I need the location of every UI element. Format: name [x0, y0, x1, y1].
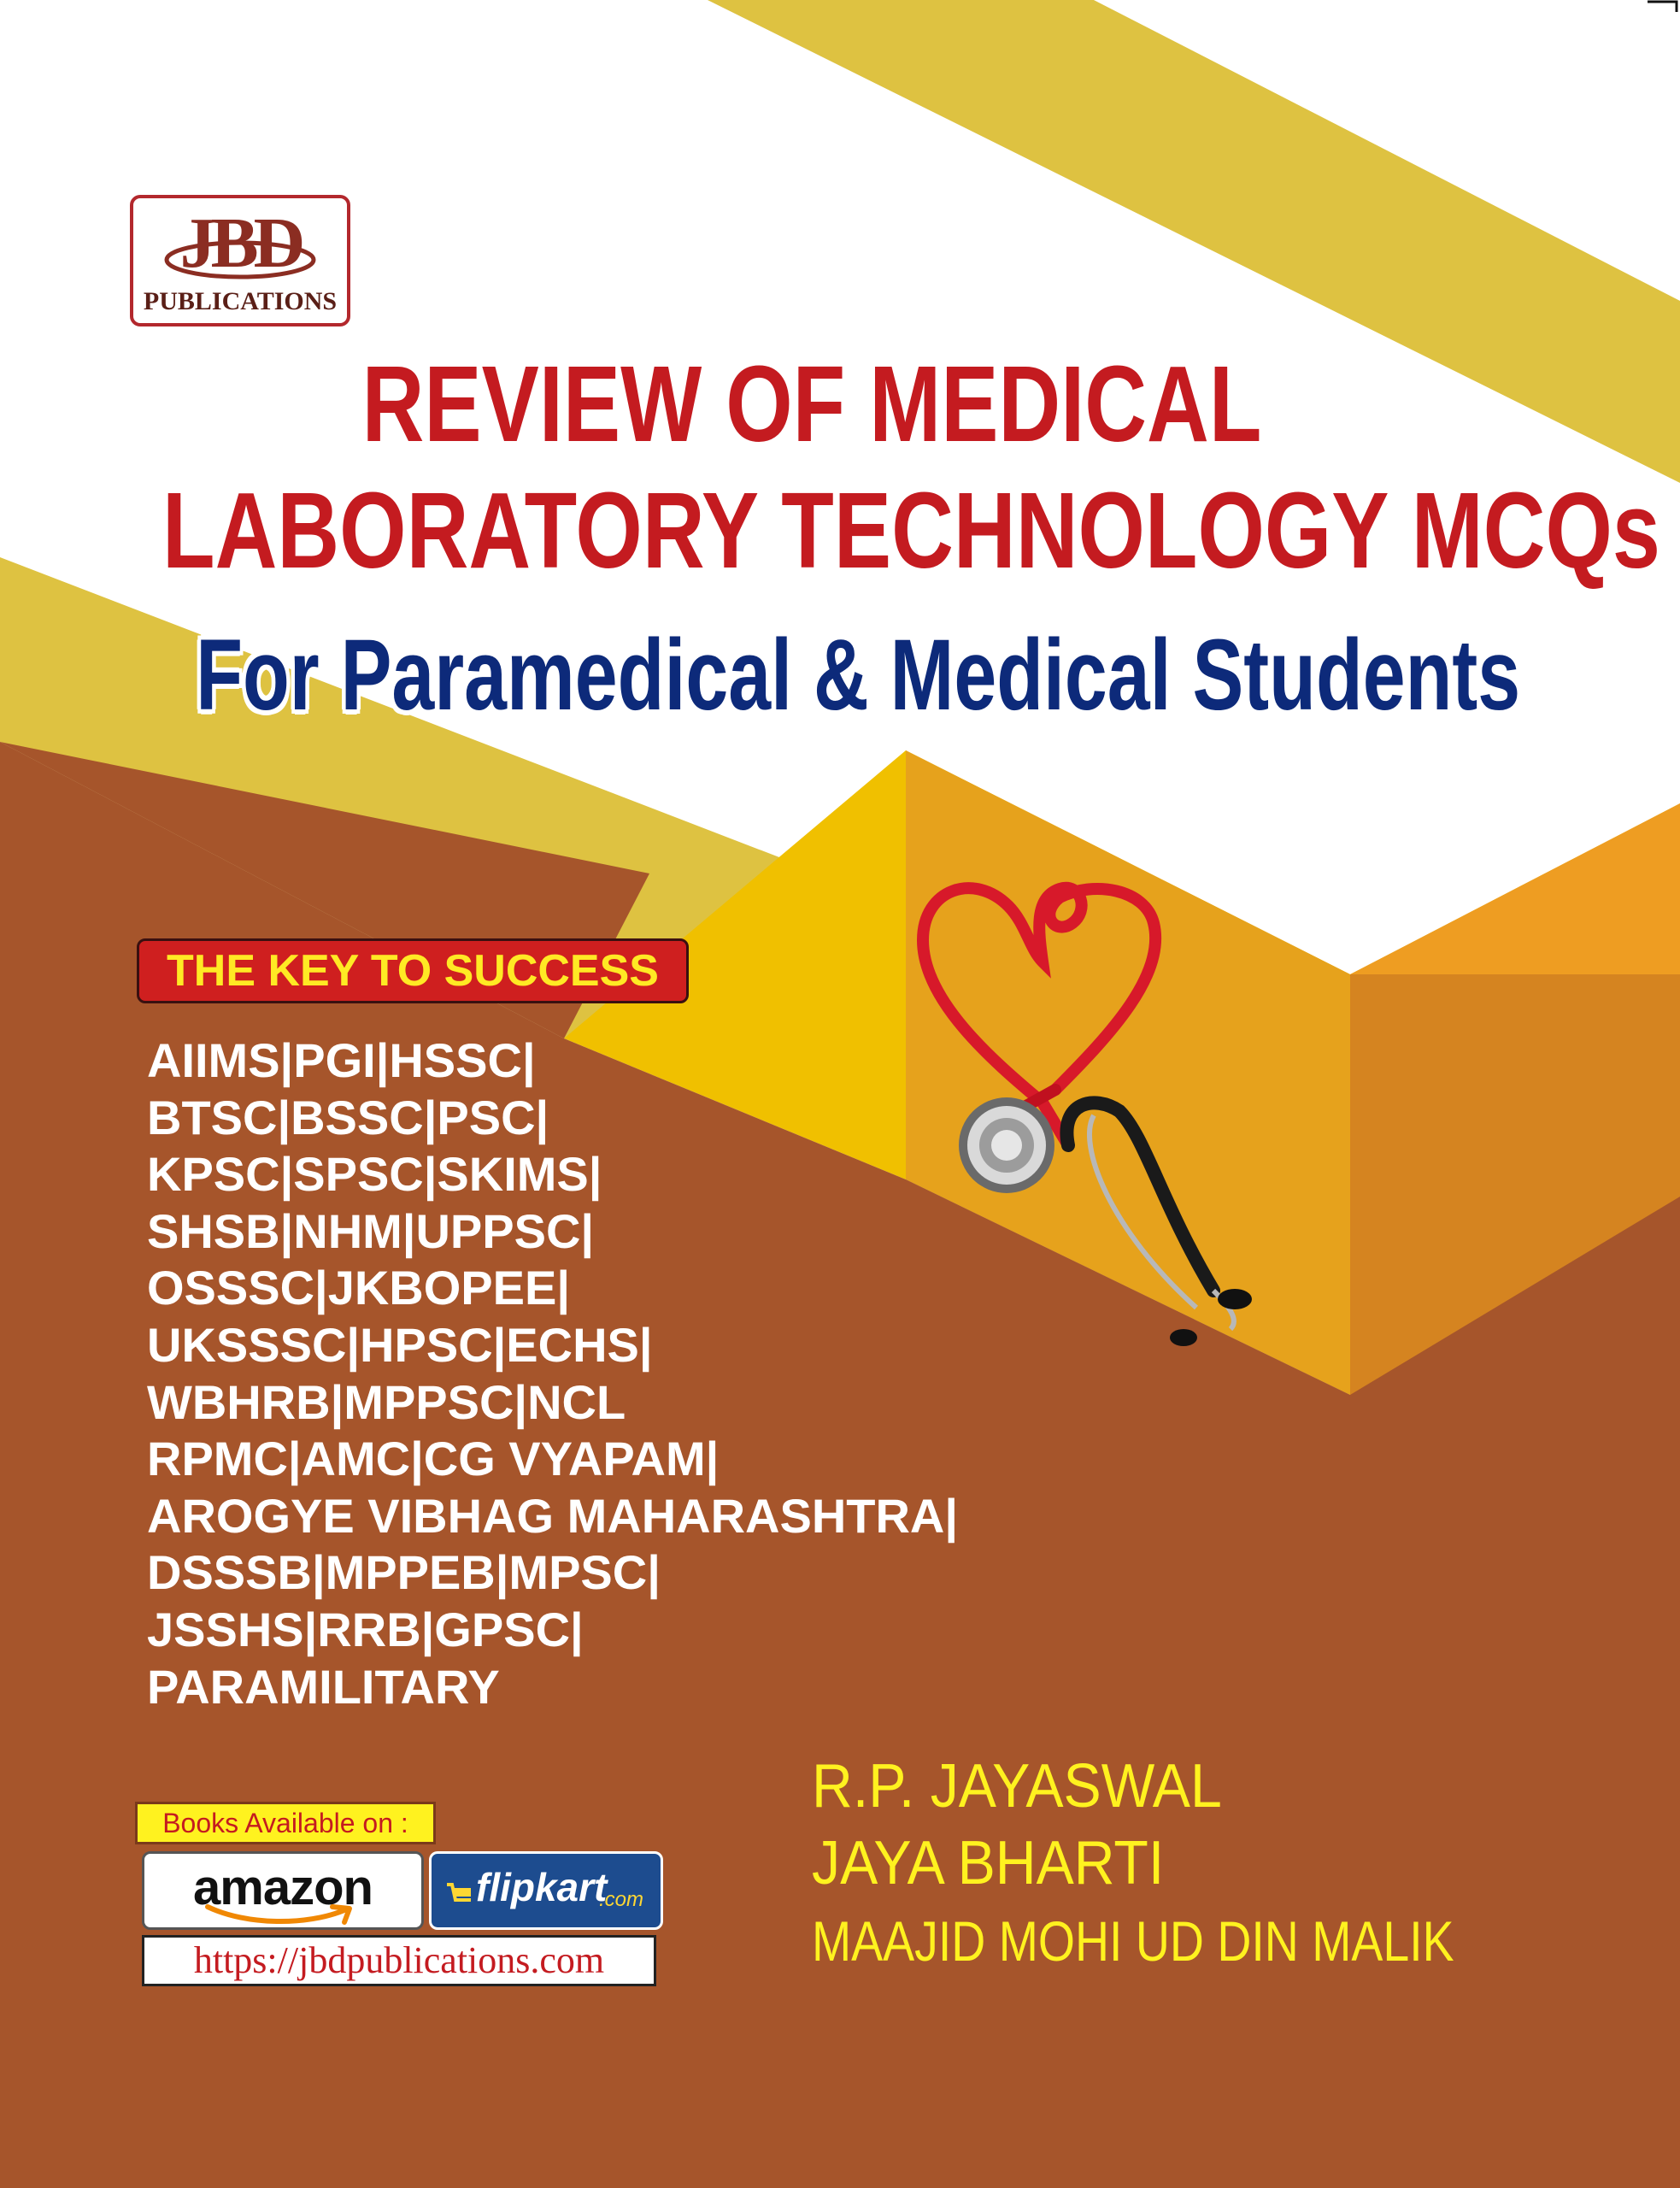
exam-line: JSSHS|RRB|GPSC|	[147, 1602, 584, 1656]
flipkart-label: flipkart	[476, 1865, 608, 1909]
exam-line: KPSC|SPSC|SKIMS|	[147, 1147, 602, 1202]
exam-line: SHSB|NHM|UPPSC|	[147, 1203, 595, 1258]
publisher-logo	[130, 195, 350, 326]
exam-line: UKSSSC|HPSC|ECHS|	[147, 1317, 653, 1372]
website-link[interactable]: https://jbdpublications.com	[142, 1935, 656, 1986]
books-available-label: Books Available on :	[135, 1802, 436, 1844]
exam-line: OSSSC|JKBOPEE|	[147, 1261, 571, 1315]
amazon-label: amazon	[193, 1860, 373, 1915]
title-line-2: LABORATORY TECHNOLOGY MCQs	[162, 470, 1660, 591]
exam-line: RPMC|AMC|CG VYAPAM|	[147, 1432, 720, 1486]
author-name: MAAJID MOHI UD DIN MALIK	[812, 1909, 1454, 1973]
author-name: R.P. JAYASWAL	[812, 1752, 1222, 1820]
flipkart-logo[interactable]	[429, 1851, 663, 1930]
logo-text: PUBLICATIONS	[143, 287, 338, 315]
flipkart-suffix: .com	[599, 1888, 644, 1911]
stethoscope-heart-icon	[889, 863, 1282, 1376]
logo-mark: JBD	[179, 203, 301, 283]
key-to-success-badge: THE KEY TO SUCCESS	[137, 938, 689, 1003]
subtitle: For Paramedical & Medical Students	[196, 619, 1521, 732]
author-name: JAYA BHARTI	[812, 1829, 1165, 1897]
exam-line: BTSC|BSSC|PSC|	[147, 1090, 549, 1144]
amazon-logo[interactable]	[142, 1851, 424, 1930]
exam-line: DSSSB|MPPEB|MPSC|	[147, 1545, 661, 1600]
authors	[812, 1752, 1581, 1973]
exam-line: WBHRB|MPPSC|NCL	[147, 1374, 626, 1429]
flipkart-bag-icon	[445, 1879, 474, 1907]
exam-line: AROGYE VIBHAG MAHARASHTRA|	[147, 1488, 959, 1543]
amazon-smile-icon	[204, 1903, 358, 1926]
title-line-1: REVIEW OF MEDICAL	[361, 344, 1262, 464]
exam-line: PARAMILITARY	[147, 1659, 500, 1714]
exam-line: AIIMS|PGI|HSSC|	[147, 1033, 536, 1087]
